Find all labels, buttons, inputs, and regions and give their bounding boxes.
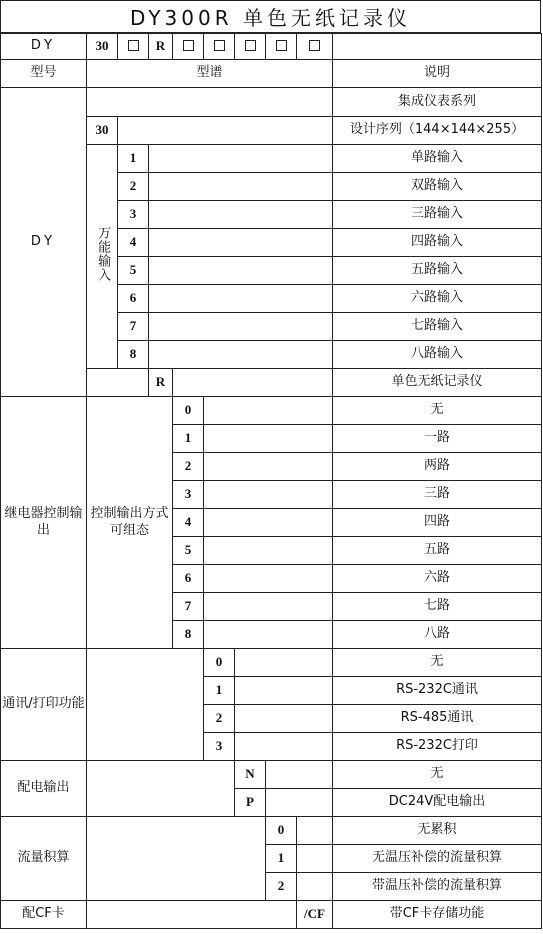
relay-desc xyxy=(333,621,542,649)
code-r-text: R xyxy=(155,38,166,54)
spec-row xyxy=(1,60,542,88)
flow-desc-text: 无温压补偿的流量积算 xyxy=(371,850,502,866)
comm-code-text: 3 xyxy=(215,738,223,754)
input-code-text: 5 xyxy=(129,262,137,278)
comm-blank xyxy=(235,733,333,761)
spec-row xyxy=(1,817,542,845)
relay-code-text: 0 xyxy=(184,402,192,418)
input-code-text: 3 xyxy=(129,206,137,222)
input-blank xyxy=(149,285,333,313)
sheet-title: DY300R 单色无纸记录仪 xyxy=(0,0,541,33)
power-blank xyxy=(266,761,333,789)
flow-code xyxy=(266,845,297,873)
input-desc-text: 六路输入 xyxy=(410,290,463,306)
comm-code xyxy=(204,705,235,733)
relay-code-text: 4 xyxy=(184,514,192,530)
header-spectrum xyxy=(87,60,333,88)
power-desc-text: 无 xyxy=(430,766,444,782)
flow-desc xyxy=(333,845,542,873)
power-code-text: P xyxy=(246,794,254,810)
input-code-text: 6 xyxy=(129,290,137,306)
cf-code-text: /CF xyxy=(304,906,325,922)
comm-desc xyxy=(333,733,542,761)
comm-desc-text: RS-485通讯 xyxy=(400,710,474,726)
group-label-power xyxy=(1,761,87,817)
input-code xyxy=(118,341,149,369)
relay-desc xyxy=(333,509,542,537)
model-spec-table xyxy=(0,33,542,929)
input-desc xyxy=(333,229,542,257)
power-desc xyxy=(333,789,542,817)
relay-code xyxy=(173,425,204,453)
r-blank xyxy=(173,369,333,397)
comm-blank xyxy=(235,705,333,733)
power-code xyxy=(235,789,266,817)
relay-blank xyxy=(204,537,333,565)
cf-desc xyxy=(333,901,542,929)
code-prefix-text: DY xyxy=(30,38,57,54)
relay-desc-text: 三路 xyxy=(423,486,450,502)
flow-blank xyxy=(297,845,333,873)
flow-desc-text: 带温压补偿的流量积算 xyxy=(371,878,502,894)
code-slot-input xyxy=(118,34,149,60)
relay-code-text: 6 xyxy=(184,570,192,586)
spec-row xyxy=(1,649,542,677)
group-label-comm xyxy=(1,649,87,761)
group-label-dy xyxy=(1,88,87,397)
relay-code-text: 5 xyxy=(184,542,192,558)
r-desc-text: 单色无纸记录仪 xyxy=(391,374,483,390)
input-code xyxy=(118,201,149,229)
comm-desc-text: RS-232C通讯 xyxy=(396,682,478,698)
spec-row xyxy=(1,88,542,117)
comm-desc xyxy=(333,705,542,733)
series-desc xyxy=(333,117,542,145)
input-desc xyxy=(333,313,542,341)
series-desc-text: 设计序列（144×144×255） xyxy=(349,122,525,138)
code-placeholder-box xyxy=(276,40,287,51)
input-code xyxy=(118,173,149,201)
code-placeholder-box xyxy=(183,40,194,51)
input-code xyxy=(118,257,149,285)
comm-code-text: 0 xyxy=(215,654,223,670)
input-desc xyxy=(333,257,542,285)
power-blank-left xyxy=(87,761,235,817)
code-prefix xyxy=(1,34,87,60)
input-desc-text: 双路输入 xyxy=(410,178,463,194)
header-desc-text: 说明 xyxy=(423,65,450,81)
input-code-text: 7 xyxy=(129,318,137,334)
header-model xyxy=(1,60,87,88)
relay-desc xyxy=(333,453,542,481)
relay-blank xyxy=(204,621,333,649)
code-slot xyxy=(297,34,333,60)
input-blank xyxy=(149,229,333,257)
relay-blank xyxy=(204,453,333,481)
flow-code xyxy=(266,873,297,901)
comm-code xyxy=(204,649,235,677)
code-series xyxy=(87,34,118,60)
series-code xyxy=(87,117,118,145)
code-slot xyxy=(173,34,204,60)
flow-blank-left xyxy=(87,817,266,901)
group-label-flow xyxy=(1,817,87,901)
input-blank xyxy=(149,257,333,285)
relay-desc-text: 四路 xyxy=(423,514,450,530)
power-blank xyxy=(266,789,333,817)
code-placeholder-box xyxy=(214,40,225,51)
input-desc xyxy=(333,201,542,229)
relay-desc xyxy=(333,397,542,425)
relay-blank xyxy=(204,397,333,425)
group-label-flow-text: 流量积算 xyxy=(17,850,70,866)
relay-code xyxy=(173,481,204,509)
cf-desc-text: 带CF卡存储功能 xyxy=(389,906,485,922)
input-code xyxy=(118,313,149,341)
relay-desc xyxy=(333,593,542,621)
input-code-text: 2 xyxy=(129,178,137,194)
flow-desc xyxy=(333,817,542,845)
relay-desc-text: 八路 xyxy=(423,626,450,642)
input-desc-text: 三路输入 xyxy=(410,206,463,222)
relay-blank xyxy=(204,509,333,537)
comm-desc-text: 无 xyxy=(430,654,444,670)
relay-blank xyxy=(204,481,333,509)
relay-desc-text: 五路 xyxy=(423,542,450,558)
input-desc xyxy=(333,173,542,201)
relay-code-text: 8 xyxy=(184,626,192,642)
relay-desc xyxy=(333,565,542,593)
input-code-text: 1 xyxy=(129,150,137,166)
flow-blank xyxy=(297,873,333,901)
input-group-label-text: 万能输入 xyxy=(95,225,111,282)
input-code-text: 4 xyxy=(129,234,137,250)
input-code-text: 8 xyxy=(129,346,137,362)
relay-code-text: 7 xyxy=(184,598,192,614)
group-label-relay-text: 继电器控制输出 xyxy=(4,506,83,538)
relay-sub-label xyxy=(87,397,173,649)
input-group-label xyxy=(87,145,118,369)
cf-code xyxy=(297,901,333,929)
input-code xyxy=(118,145,149,173)
relay-desc-text: 无 xyxy=(430,402,444,418)
relay-desc-text: 七路 xyxy=(423,598,450,614)
flow-code-text: 2 xyxy=(277,878,285,894)
input-desc-text: 四路输入 xyxy=(410,234,463,250)
header-model-text: 型号 xyxy=(30,65,57,81)
relay-sub-label-text: 控制输出方式可组态 xyxy=(90,506,169,538)
relay-blank xyxy=(204,425,333,453)
input-desc xyxy=(333,285,542,313)
relay-code xyxy=(173,621,204,649)
comm-code-text: 2 xyxy=(215,710,223,726)
input-code xyxy=(118,229,149,257)
input-desc xyxy=(333,341,542,369)
input-blank xyxy=(149,201,333,229)
group-label-dy-text: DY xyxy=(30,233,57,249)
family-blank xyxy=(87,88,333,117)
series-code-text: 30 xyxy=(95,122,109,138)
spec-row xyxy=(1,901,542,929)
flow-desc xyxy=(333,873,542,901)
code-row-spacer xyxy=(333,34,542,60)
flow-code xyxy=(266,817,297,845)
comm-code xyxy=(204,677,235,705)
code-placeholder-box xyxy=(309,40,320,51)
relay-code-text: 3 xyxy=(184,486,192,502)
input-desc-text: 五路输入 xyxy=(410,262,463,278)
relay-desc xyxy=(333,425,542,453)
power-code xyxy=(235,761,266,789)
family-desc-text: 集成仪表系列 xyxy=(397,93,476,109)
comm-blank xyxy=(235,649,333,677)
relay-desc-text: 两路 xyxy=(423,458,450,474)
relay-code xyxy=(173,537,204,565)
relay-desc-text: 一路 xyxy=(423,430,450,446)
power-desc-text: DC24V配电输出 xyxy=(388,794,486,810)
family-desc xyxy=(333,88,542,117)
flow-code-text: 1 xyxy=(277,850,285,866)
flow-desc-text: 无累积 xyxy=(417,822,457,838)
code-slot xyxy=(235,34,266,60)
relay-code xyxy=(173,453,204,481)
r-desc xyxy=(333,369,542,397)
comm-desc-text: RS-232C打印 xyxy=(396,738,478,754)
r-code-text: R xyxy=(155,374,166,390)
group-label-cf-text: 配CF卡 xyxy=(22,906,65,922)
code-placeholder-box xyxy=(128,40,139,51)
comm-blank xyxy=(235,677,333,705)
input-blank xyxy=(149,145,333,173)
comm-code-text: 1 xyxy=(215,682,223,698)
power-desc xyxy=(333,761,542,789)
code-series-text: 30 xyxy=(95,38,109,54)
relay-code xyxy=(173,593,204,621)
group-label-power-text: 配电输出 xyxy=(17,780,70,796)
spec-row xyxy=(1,761,542,789)
input-blank xyxy=(149,173,333,201)
input-desc-text: 单路输入 xyxy=(410,150,463,166)
relay-code xyxy=(173,509,204,537)
r-code xyxy=(149,369,173,397)
comm-code xyxy=(204,733,235,761)
relay-blank xyxy=(204,593,333,621)
code-slot xyxy=(266,34,297,60)
input-desc-text: 八路输入 xyxy=(410,346,463,362)
r-blank-left xyxy=(87,369,149,397)
spec-row xyxy=(1,34,542,60)
series-blank xyxy=(118,117,333,145)
input-blank xyxy=(149,313,333,341)
input-desc-text: 七路输入 xyxy=(410,318,463,334)
relay-code xyxy=(173,397,204,425)
flow-code-text: 0 xyxy=(277,822,285,838)
header-desc xyxy=(333,60,542,88)
group-label-relay xyxy=(1,397,87,649)
group-label-cf xyxy=(1,901,87,929)
group-label-comm-text: 通讯/打印功能 xyxy=(2,696,85,712)
cf-blank xyxy=(87,901,297,929)
flow-blank xyxy=(297,817,333,845)
power-code-text: N xyxy=(245,766,255,782)
comm-desc xyxy=(333,649,542,677)
code-r xyxy=(149,34,173,60)
relay-code-text: 2 xyxy=(184,458,192,474)
code-placeholder-box xyxy=(245,40,256,51)
header-spectrum-text: 型谱 xyxy=(196,65,223,81)
comm-desc xyxy=(333,677,542,705)
input-desc xyxy=(333,145,542,173)
relay-blank xyxy=(204,565,333,593)
comm-blank-left xyxy=(87,649,204,761)
relay-desc-text: 六路 xyxy=(423,570,450,586)
relay-code-text: 1 xyxy=(184,430,192,446)
spec-row xyxy=(1,397,542,425)
relay-desc xyxy=(333,481,542,509)
relay-code xyxy=(173,565,204,593)
relay-desc xyxy=(333,537,542,565)
code-slot xyxy=(204,34,235,60)
input-code xyxy=(118,285,149,313)
input-blank xyxy=(149,341,333,369)
